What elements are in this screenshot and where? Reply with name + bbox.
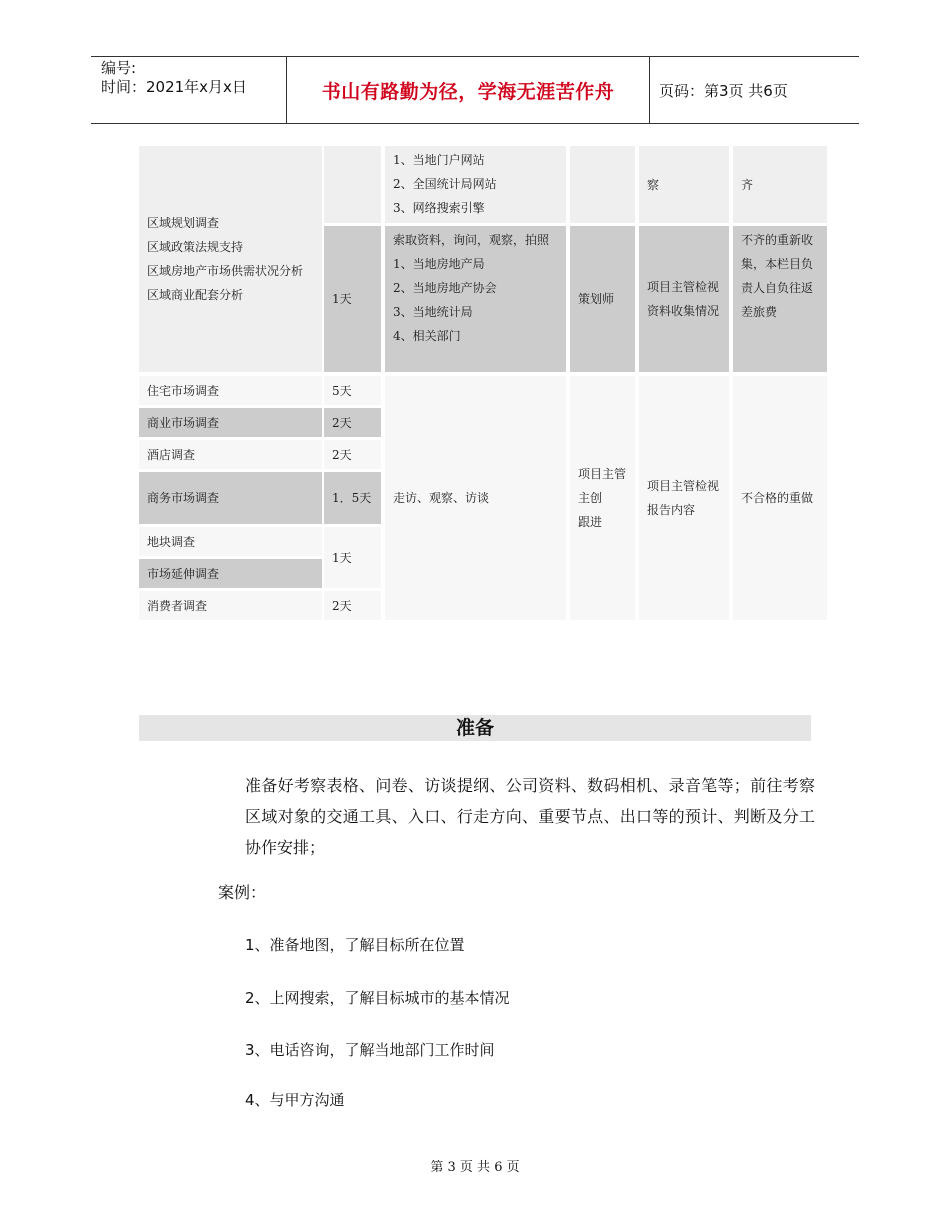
cell-text: 齐 <box>741 177 754 192</box>
cell-text: 策划师 <box>578 292 615 306</box>
page-header <box>91 56 859 124</box>
table-cell-days <box>324 226 381 372</box>
cell-text: 5天 <box>332 383 352 398</box>
table-cell-method: 1、当地门户网站 2、全国统计局网站 3、网络搜索引擎 <box>385 146 566 223</box>
cell-text: 不合格的重做 <box>741 491 814 505</box>
cell-text: 2天 <box>332 415 352 430</box>
table-cell-method <box>385 376 566 620</box>
cell-text: 2天 <box>332 447 352 462</box>
table-cell-items <box>139 146 322 372</box>
case-item: 2、上网搜索，了解目标城市的基本情况 <box>245 989 510 1007</box>
header-number-label: 编号: <box>101 59 137 77</box>
table-cell-days <box>324 472 381 524</box>
header-time-label: 时间：2021年x月x日 <box>101 78 247 96</box>
table-cell-method: 索取资料，询问，观察，拍照 1、当地房地产局 2、当地房地产协会 3、当地统计局 4、相关部门 <box>385 226 566 372</box>
section-paragraph: 准备好考察表格、问卷、访谈提纲、公司资料、数码相机、录音笔等；前往考察区域对象的交通工具、入口、行走方向、重要节点、出口等的预计、判断及分工协作安排； <box>245 776 815 857</box>
cell-text: 察 <box>647 177 660 192</box>
table-row-item <box>139 376 322 405</box>
table-row-item <box>139 591 322 620</box>
table-cell-days <box>324 376 381 405</box>
table-cell-days <box>324 591 381 620</box>
section-title: 准备 <box>139 715 811 741</box>
header-page-number: 页码：第3页 共6页 <box>659 81 788 100</box>
cell-text: 商务市场调查 <box>147 491 220 505</box>
cell-text: 1．5天 <box>332 491 372 505</box>
header-meta <box>101 59 247 97</box>
table-cell-empty <box>324 146 381 223</box>
cell-text: 1天 <box>332 550 352 565</box>
table-row-item <box>139 527 322 556</box>
cell-text: 项目主管检视 报告内容 <box>647 479 720 517</box>
page-footer: 第 3 页 共 6 页 <box>430 1160 520 1175</box>
table-cell-check <box>639 376 729 620</box>
cell-text: 住宅市场调查 <box>147 383 220 398</box>
table-cell-check <box>639 146 729 223</box>
table-row-item <box>139 472 322 524</box>
cell-text: 市场延伸调查 <box>147 566 220 581</box>
case-label: 案例： <box>218 883 267 902</box>
cell-text: 地块调查 <box>147 534 196 549</box>
cell-text: 项目主管检视 资料收集情况 <box>647 280 720 318</box>
table-cell-note: 不齐的重新收 集，本栏目负 责人自负往返差旅费 <box>733 226 827 372</box>
case-item: 3、电话咨询，了解当地部门工作时间 <box>245 1041 495 1059</box>
table-cell-days <box>324 440 381 469</box>
table-cell-person <box>570 376 635 620</box>
table-cell-person <box>570 226 635 372</box>
table-cell-days <box>324 527 381 588</box>
cell-text: 酒店调查 <box>147 447 196 462</box>
case-item: 4、与甲方沟通 <box>245 1091 345 1109</box>
table-row-item <box>139 408 322 437</box>
table-cell-check <box>639 226 729 372</box>
header-divider <box>649 57 650 123</box>
table-cell-empty <box>570 146 635 223</box>
cell-text: 消费者调查 <box>147 598 208 613</box>
table-cell-note <box>733 146 827 223</box>
cell-text: 项目主管 主创 跟进 <box>578 467 627 529</box>
table-cell-days <box>324 408 381 437</box>
case-item: 1、准备地图，了解目标所在位置 <box>245 936 465 954</box>
header-motto: 书山有路勤为径，学海无涯苦作舟 <box>321 80 615 103</box>
cell-text: 1天 <box>332 292 352 306</box>
cell-text: 商业市场调查 <box>147 415 220 430</box>
cell-text: 2天 <box>332 598 352 613</box>
cell-text: 走访、观察、访谈 <box>393 491 490 505</box>
cell-text: 区域规划调查 区域政策法规支持 区域房地产市场供需状况分析 区域商业配套分析 <box>147 216 304 302</box>
table-row-item <box>139 440 322 469</box>
table-row-item <box>139 559 322 588</box>
table-cell-note <box>733 376 827 620</box>
